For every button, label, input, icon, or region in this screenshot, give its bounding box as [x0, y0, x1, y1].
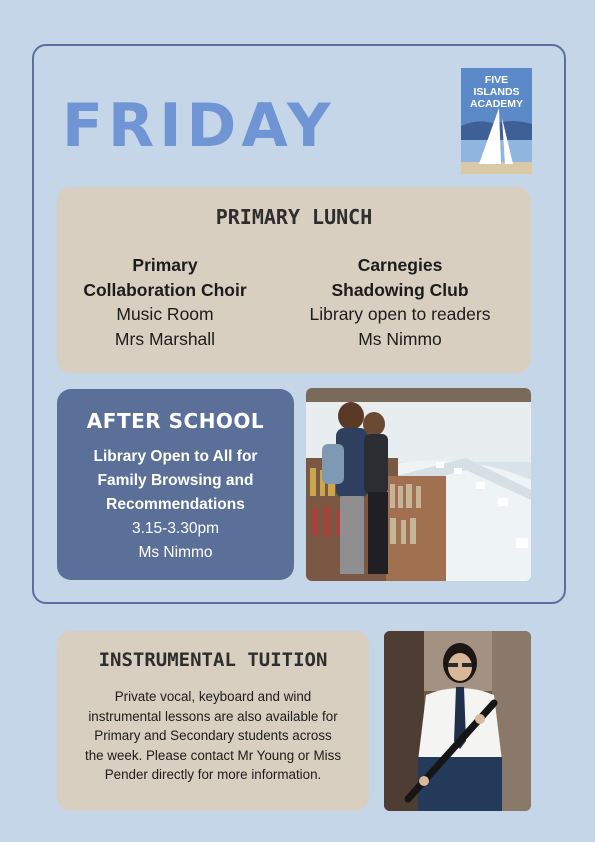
club-title-line-2: Shadowing Club [331, 279, 469, 300]
after-school-title-line-3: Recommendations [106, 496, 245, 513]
after-school-title-line-1: Library Open to All for [93, 448, 258, 465]
clarinet-student-photo [384, 631, 531, 811]
library-photo [306, 388, 531, 581]
tuition-line-4: the week. Please contact Mr Young or Miss [84, 747, 342, 763]
club-title-line-1: Carnegies [357, 255, 443, 275]
after-school-title-line-2: Family Browsing and [97, 472, 254, 489]
instrumental-tuition-card [57, 631, 369, 811]
choir-title-line-1: Primary [132, 255, 198, 275]
choir-title-line-2: Collaboration Choir [83, 279, 247, 300]
primary-lunch-heading: PRIMARY LUNCH [215, 205, 373, 229]
after-school-teacher: Ms Nimmo [138, 544, 213, 561]
choir-activity [55, 253, 275, 351]
primary-lunch-card [57, 187, 531, 373]
choir-location: Music Room [116, 304, 214, 324]
tuition-line-2: instrumental lessons are also available for [88, 708, 338, 724]
instrumental-tuition-heading: INSTRUMENTAL TUITION [98, 649, 328, 671]
after-school-card [57, 389, 294, 580]
tuition-line-3: Primary and Secondary students across [94, 728, 332, 744]
shadowing-club-activity [290, 253, 510, 351]
instrumental-tuition-description [63, 687, 363, 785]
school-logo [461, 68, 532, 174]
day-title: FRIDAY [62, 91, 336, 161]
tuition-line-1: Private vocal, keyboard and wind [114, 689, 312, 704]
after-school-heading: AFTER SCHOOL [86, 409, 265, 433]
choir-teacher: Mrs Marshall [114, 328, 216, 349]
after-school-details [57, 445, 294, 565]
logo-line-2: ACADEMY [469, 98, 524, 110]
club-location: Library open to readers [309, 304, 491, 324]
after-school-time: 3.15-3.30pm [131, 520, 220, 537]
club-teacher: Ms Nimmo [358, 328, 442, 349]
logo-line-1: FIVE ISLANDS [473, 74, 520, 98]
tuition-line-5: Pender directly for more information. [104, 767, 322, 783]
